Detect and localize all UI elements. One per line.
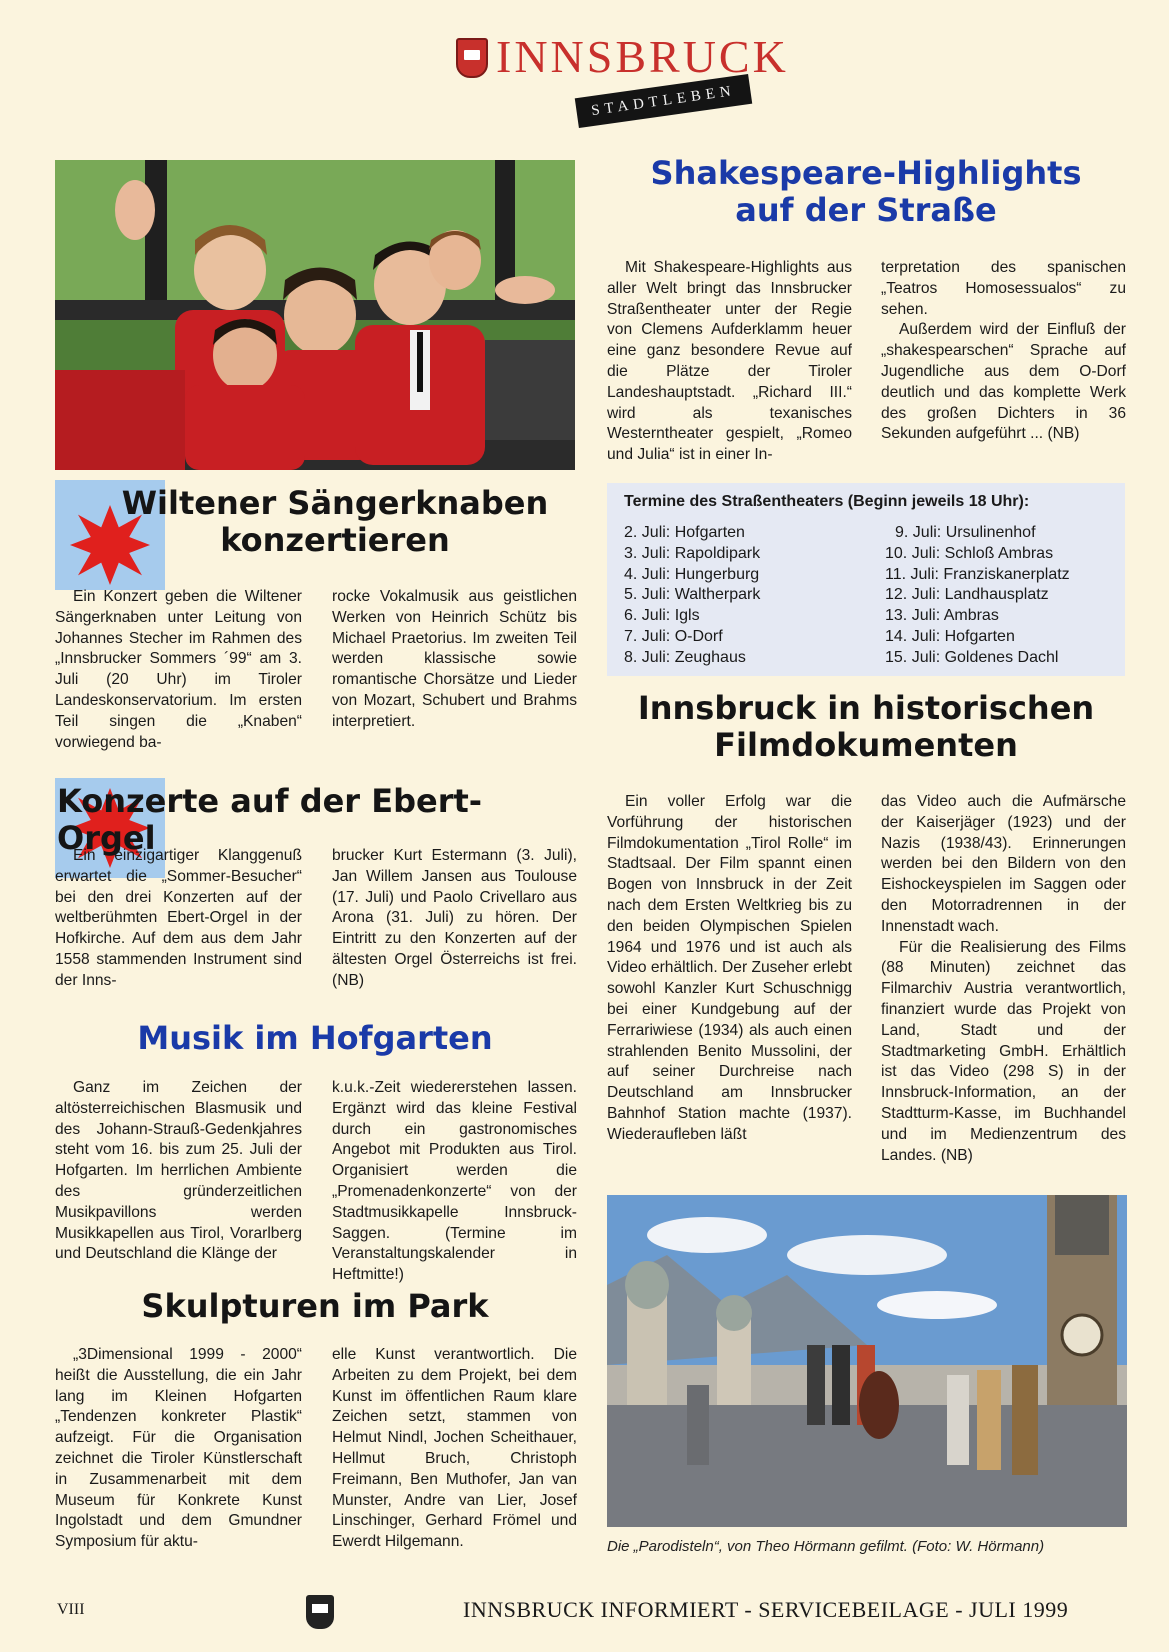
- hofgarten-title: Musik im Hofgarten: [137, 1019, 493, 1057]
- skulpturen-column-1: „3Dimensional 1999 - 2000“ heißt die Ausstellung, die ein Jahr lang im Kleinen Hofgarten „Tendenzen konkreter Plastik“ aufzeigt. Für die Organisation zeichnet die Tiroler Künstlerschaft in Zusammenarbeit mit dem Museum für Konkrete Kunst Ingolstadt und dem Gmundner Symposium für aktu-: [55, 1346, 302, 1551]
- ebert-column-1: Ein einzigartiger Klanggenuß erwartet die „Sommer-Besucher“ bei den drei Konzerten auf der weltberühmten Ebert-Orgel in der Hofkirche. Auf dem aus dem Jahr 1558 stammenden Instrument sind der Inns-: [55, 847, 302, 989]
- shakespeare-title-line1: Shakespeare-Highlights: [650, 154, 1082, 192]
- termine-item: 15. Juli: Goldenes Dachl: [885, 648, 1059, 666]
- wiltener-column-1: Ein Konzert geben die Wiltener Sängerknaben unter Leitung von Johannes Stecher im Rahmen des „Innsbrucker Sommers ´99“ am 3. Juli (20 Uhr) im Tiroler Landeskonservatorium. Im ersten Teil singen die „Knaben“ vorwiegend ba-: [55, 588, 302, 751]
- film-column-1: Ein voller Erfolg war die Vorführung der historischen Filmdokumentation „Tirol Rolle“ im Stadtsaal. Der Film spannt einen Bogen von Innsbruck in der Zeit nach dem Ersten Weltkrieg bis zu den beiden Olympischen Spielen 1964 und 1976 und ist auch als Video erhältlich. Der Zuseher erlebt sowohl Kanzler Kurt Schuschnigg bei einer Kundgebung auf der Ferrariwiese (1934) als auch einen strahlenden Benito Mussolini, der auf seiner Durchreise nach Deutschland am Innsbrucker Bahnhof Station machte (1937). Wiederaufleben läßt: [607, 793, 853, 1143]
- shakespeare-column-1: Mit Shakespeare-Highlights aus aller Welt bringt das Innsbrucker Straßentheater unter der Regie von Clemens Aufderklamm heuer eine ganz besondere Revue auf die Plätze der Tiroler Landeshauptstadt. „Richard III.“ wird als texanisches Westerntheater gespielt, „Romeo und Julia“ ist in einer In-: [607, 259, 852, 464]
- photo-parodisteln: [607, 1195, 1127, 1527]
- termine-item: 9. Juli: Ursulinenhof: [895, 524, 1036, 541]
- masthead: [456, 30, 789, 120]
- shakespeare-title-line2: auf der Straße: [735, 190, 997, 229]
- film-col2-para1: das Video auch die Aufmärsche der Kaiserjäger (1923) und der Nazis (1938/43). Erinnerungen werden bei den Bildern von den Eishockeyspielen im Saggen oder den Motorradrennen in der Innenstadt wach.: [881, 793, 1126, 935]
- hofgarten-column-1: Ganz im Zeichen der altösterreichischen Blasmusik und des Johann-Strauß-Gedenkjahres steht vom 16. bis zum 25. Juli der Hofgarten. Im herrlichen Ambiente des gründerzeitlichen Musikpavillons werden Musikkapellen aus Tirol, Vorarlberg und Deutschland die Klänge der: [55, 1079, 302, 1263]
- termine-item: 8. Juli: Zeughaus: [624, 648, 746, 666]
- publication-footer: INNSBRUCK INFORMIERT - SERVICEBEILAGE - JULI 1999: [463, 1597, 1069, 1622]
- termine-item: 7. Juli: O-Dorf: [624, 627, 723, 645]
- shakespeare-title: [607, 155, 1125, 229]
- termine-item: 11. Juli: Franziskanerplatz: [885, 565, 1070, 583]
- film-col2-para2: Für die Realisierung des Films (88 Minuten) zeichnet das Filmarchiv Austria verantwortlich, finanziert wurde das Projekt von Land, Stadt und der Stadtmarketing GmbH. Erhältlich ist das Video (298 S) in der Innsbruck-Information, an der Stadtturm-Kasse, im Buchhandel und im Medienzentrum des Landes. (NB): [881, 938, 1126, 1164]
- film-title: [607, 690, 1125, 764]
- termine-item: 3. Juli: Rapoldipark: [624, 544, 761, 562]
- termine-list-right: [885, 523, 1070, 669]
- ebert-title: Konzerte auf der Ebert-Orgel: [57, 782, 483, 857]
- shakespeare-col2-para1: terpretation des spanischen „Teatros Homosessualos“ zu sehen.: [881, 259, 1126, 318]
- page-number: VIII: [57, 1601, 85, 1618]
- ebert-column-2: brucker Kurt Estermann (3. Juli), Jan Willem Jansen aus Toulouse (17. Juli) und Paolo Crivellaro aus Arona (31. Juli) zu hören. Der Eintritt zu den Konzerten auf der ältesten Orgel Österreichs ist frei. (NB): [332, 847, 577, 989]
- choir-boys-illustration: [55, 160, 575, 470]
- film-column-2: [881, 792, 1126, 1166]
- termine-item: 12. Juli: Landhausplatz: [885, 586, 1049, 604]
- hofgarten-column-2: k.u.k.-Zeit wiedererstehen lassen. Ergänzt wird das kleine Festival durch ein gastronomisches Angebot mit Produkten aus Tirol. Organisiert werden die „Promenadenkonzerte“ von der Stadtmusikkapelle Innsbruck-Saggen. (Termine im Veranstaltungskalender in Heftmitte!): [332, 1079, 577, 1284]
- shakespeare-col2-para2: Außerdem wird der Einfluß der „shakespearschen“ Sprache auf Jugendliche aus dem O-Dorf deutlich und das komplette Werk des großen Dichters in 36 Sekunden aufgeführt ... (NB): [881, 321, 1126, 443]
- termine-item: 14. Juli: Hofgarten: [885, 627, 1015, 645]
- wiltener-column-2: rocke Vokalmusik aus geistlichen Werken von Heinrich Schütz bis Michael Praetorius. Im zweiten Teil werden klassische sowie romantische Chorsätze und Lieder von Mozart, Schubert und Brahms interpretiert.: [332, 588, 577, 730]
- termine-list-left: [624, 523, 760, 669]
- photo-choir-boys: [55, 160, 575, 470]
- termine-item: 2. Juli: Hofgarten: [624, 524, 745, 541]
- wiltener-title-line1: Wiltener Sängerknaben: [121, 484, 549, 522]
- innsbruck-crest-icon: [456, 38, 488, 78]
- masthead-subtitle: STADTLEBEN: [575, 74, 752, 128]
- wiltener-title-line2: konzertieren: [220, 520, 450, 559]
- photo-caption: Die „Parodisteln“, von Theo Hörmann gefilmt. (Foto: W. Hörmann): [607, 1538, 1045, 1555]
- termine-item: 5. Juli: Waltherpark: [624, 586, 761, 604]
- skulpturen-column-2: elle Kunst verantwortlich. Die Arbeiten zu dem Projekt, bei dem Kunst im öffentlichen Raum klare Zeichen setzt, stammen von Helmut Nindl, Jochen Scheithauer, Hellmut Bruch, Christoph Freimann, Ben Muthofer, Jan van Munster, Andre van Lier, Josef Linschinger, Gerhard Frömel und Ewerdt Hilgemann.: [332, 1346, 577, 1551]
- termine-item: 10. Juli: Schloß Ambras: [885, 544, 1054, 562]
- film-title-line2: Filmdokumenten: [714, 725, 1018, 764]
- rooftop-illustration: [607, 1195, 1127, 1527]
- footer-crest-icon: [306, 1595, 334, 1629]
- skulpturen-title: Skulpturen im Park: [141, 1287, 489, 1325]
- termine-item: 4. Juli: Hungerburg: [624, 565, 760, 583]
- masthead-title: INNSBRUCK: [496, 31, 789, 82]
- termine-item: 6. Juli: Igls: [624, 607, 700, 625]
- termine-item: 13. Juli: Ambras: [885, 607, 999, 625]
- film-title-line1: Innsbruck in historischen: [637, 689, 1095, 727]
- termine-box: [607, 483, 1125, 676]
- wiltener-title: [95, 485, 575, 559]
- termine-heading: Termine des Straßentheaters (Beginn jeweils 18 Uhr):: [624, 493, 1030, 510]
- shakespeare-column-2: [881, 258, 1126, 445]
